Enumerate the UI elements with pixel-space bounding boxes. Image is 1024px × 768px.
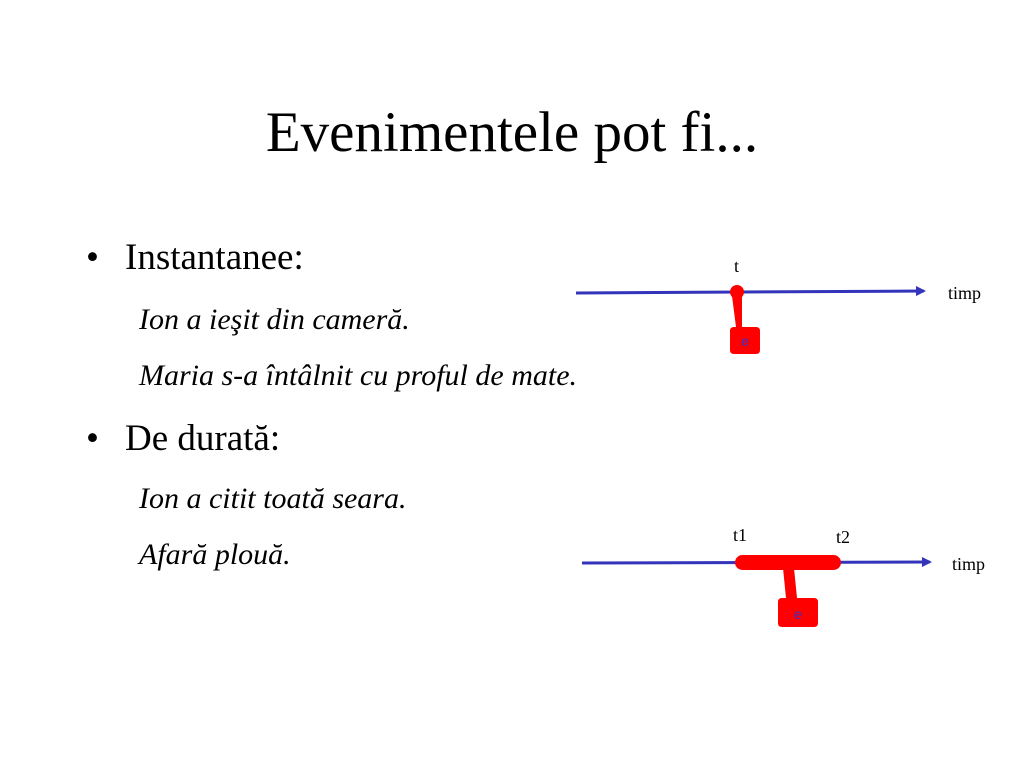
- example-duration-2: Afară plouă.: [139, 538, 291, 571]
- axis-label-timp: timp: [952, 554, 986, 574]
- callout-label: e: [794, 606, 802, 622]
- axis-label-timp: timp: [948, 283, 982, 303]
- slide-title: Evenimentele pot fi...: [265, 101, 759, 164]
- time-axis-arrow: [576, 291, 924, 293]
- example-instant-1: Ion a ieşit din cameră.: [139, 303, 410, 336]
- point-label-t: t: [734, 256, 740, 276]
- example-instant-2: Maria s-a întâlnit cu proful de mate.: [139, 359, 578, 392]
- bullet-mark: •: [86, 418, 99, 459]
- bullet-mark: •: [86, 237, 99, 278]
- bullet-label: Instantanee:: [125, 237, 304, 278]
- callout-label: e: [741, 333, 749, 349]
- event-interval: [735, 555, 841, 570]
- start-label-t1: t1: [733, 525, 748, 545]
- end-label-t2: t2: [836, 527, 851, 547]
- duration-event-diagram: [582, 525, 985, 627]
- example-duration-1: Ion a citit toată seara.: [139, 482, 407, 515]
- bullet-label: De durată:: [125, 418, 281, 459]
- instant-event-diagram: [576, 256, 981, 354]
